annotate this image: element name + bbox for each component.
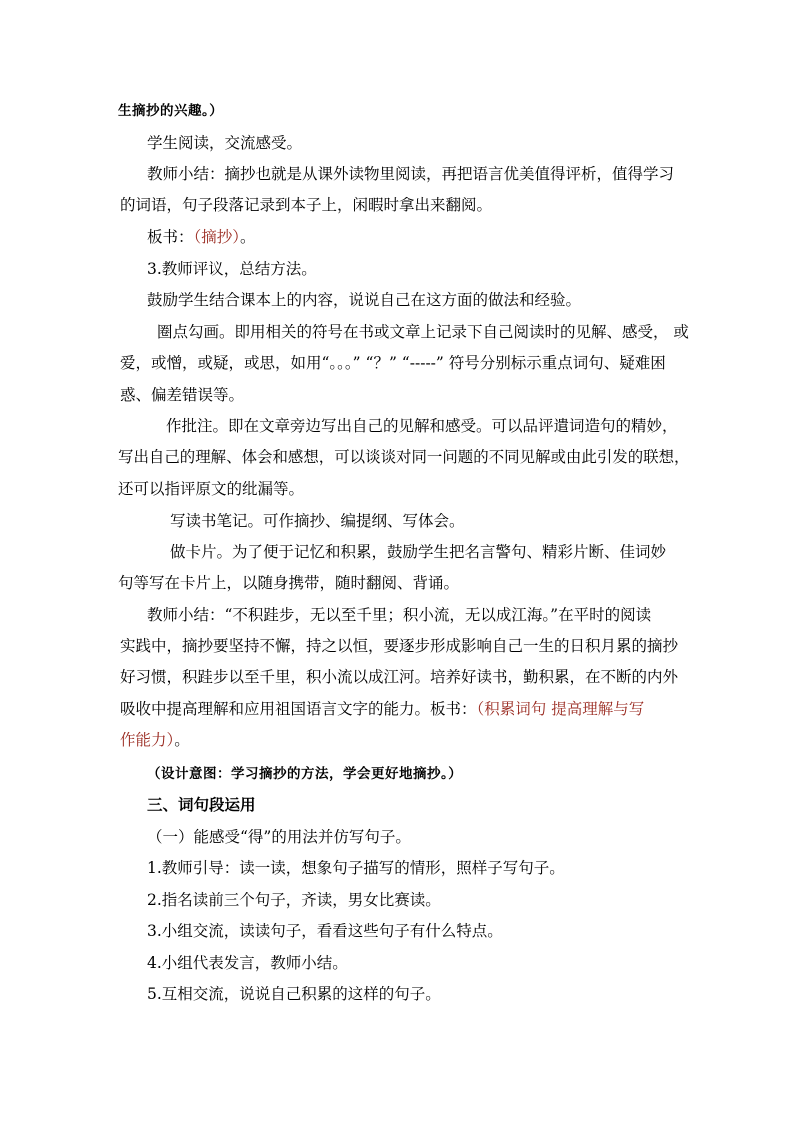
text-line: 2.指名读前三个句子，齐读，男女比赛读。: [147, 891, 441, 909]
punctuation: 。: [240, 228, 256, 246]
text-line: 鼓励学生结合课本上的内容，说说自己在这方面的做法和经验。: [147, 291, 582, 309]
text-line: （一）能感受“得”的用法并仿写句子。: [147, 828, 411, 846]
text-line: 爱，或憎，或疑，或思，如用“。。。” “？” “-----” 符号分别标示重点词句、疑难困: [120, 354, 666, 372]
text-line: 写读书笔记。可作摘抄、编提纲、写体会。: [170, 512, 465, 530]
design-intent: （设计意图：学习摘抄的方法，学会更好地摘抄。）: [147, 766, 463, 782]
text-line: 4.小组代表发言，教师小结。: [147, 954, 348, 972]
text-line: 3.教师评议，总结方法。: [147, 260, 317, 278]
text-line: 作批注。即在文章旁边写出自己的见解和感受。可以品评遣词造句的精妙，: [166, 417, 678, 435]
text-line: 好习惯，积跬步以至千里，积小流以成江河。培养好读书，勤积累，在不断的内外: [120, 668, 679, 686]
section-heading: 三、词句段运用: [147, 795, 256, 814]
blackboard-text: （积累词句 提高理解与写: [476, 700, 645, 718]
text-line: 做卡片。为了便于记忆和积累，鼓励学生把名言警句、精彩片断、佳词妙: [170, 543, 667, 561]
text-line: 3.小组交流，读读句子，看看这些句子有什么特点。: [147, 922, 503, 940]
blackboard-text: （摘抄）: [193, 228, 241, 246]
text-line: 写出自己的理解、体会和感想，可以谈谈对同一问题的不同见解或由此引发的联想，: [118, 448, 690, 466]
text-line: [120, 730, 190, 750]
text-line: 的词语，句子段落记录到本子上，闲暇时拿出来翻阅。: [120, 196, 493, 214]
text-line: 实践中，摘抄要坚持不懈，持之以恒，要逐步形成影响自己一生的日积月累的摘抄: [120, 637, 679, 655]
text-line: 1.教师引导：读一读，想象句子描写的情形，照样子写句子。: [147, 859, 565, 877]
text-line: 生摘抄的兴趣。）: [118, 103, 224, 119]
text-line: [147, 227, 256, 247]
text-line: [120, 699, 644, 719]
text-line: 惑、偏差错误等。: [120, 386, 245, 404]
text-line: 句等写在卡片上，以随身携带，随时翻阅、背诵。: [118, 574, 460, 592]
blackboard-text: 作能力）: [120, 731, 175, 749]
punctuation: 。: [174, 731, 190, 749]
line-text: 吸收中提高理解和应用祖国语言文字的能力。板书：: [120, 700, 477, 718]
text-line: 还可以指评原文的纰漏等。: [118, 480, 305, 498]
text-line: 5.互相交流，说说自己积累的这样的句子。: [147, 985, 441, 1003]
text-line: 教师小结：摘抄也就是从课外读物里阅读，再把语言优美值得评析，值得学习: [147, 165, 675, 183]
blackboard-label: 板书：: [147, 228, 194, 246]
text-line: 教师小结：“不积跬步，无以至千里；积小流，无以成江海。”在平时的阅读: [147, 606, 652, 624]
text-line: 学生阅读，交流感受。: [147, 134, 303, 152]
text-line: 圈点勾画。即用相关的符号在书或文章上记录下自己阅读时的见解、感受， 或: [157, 323, 689, 341]
